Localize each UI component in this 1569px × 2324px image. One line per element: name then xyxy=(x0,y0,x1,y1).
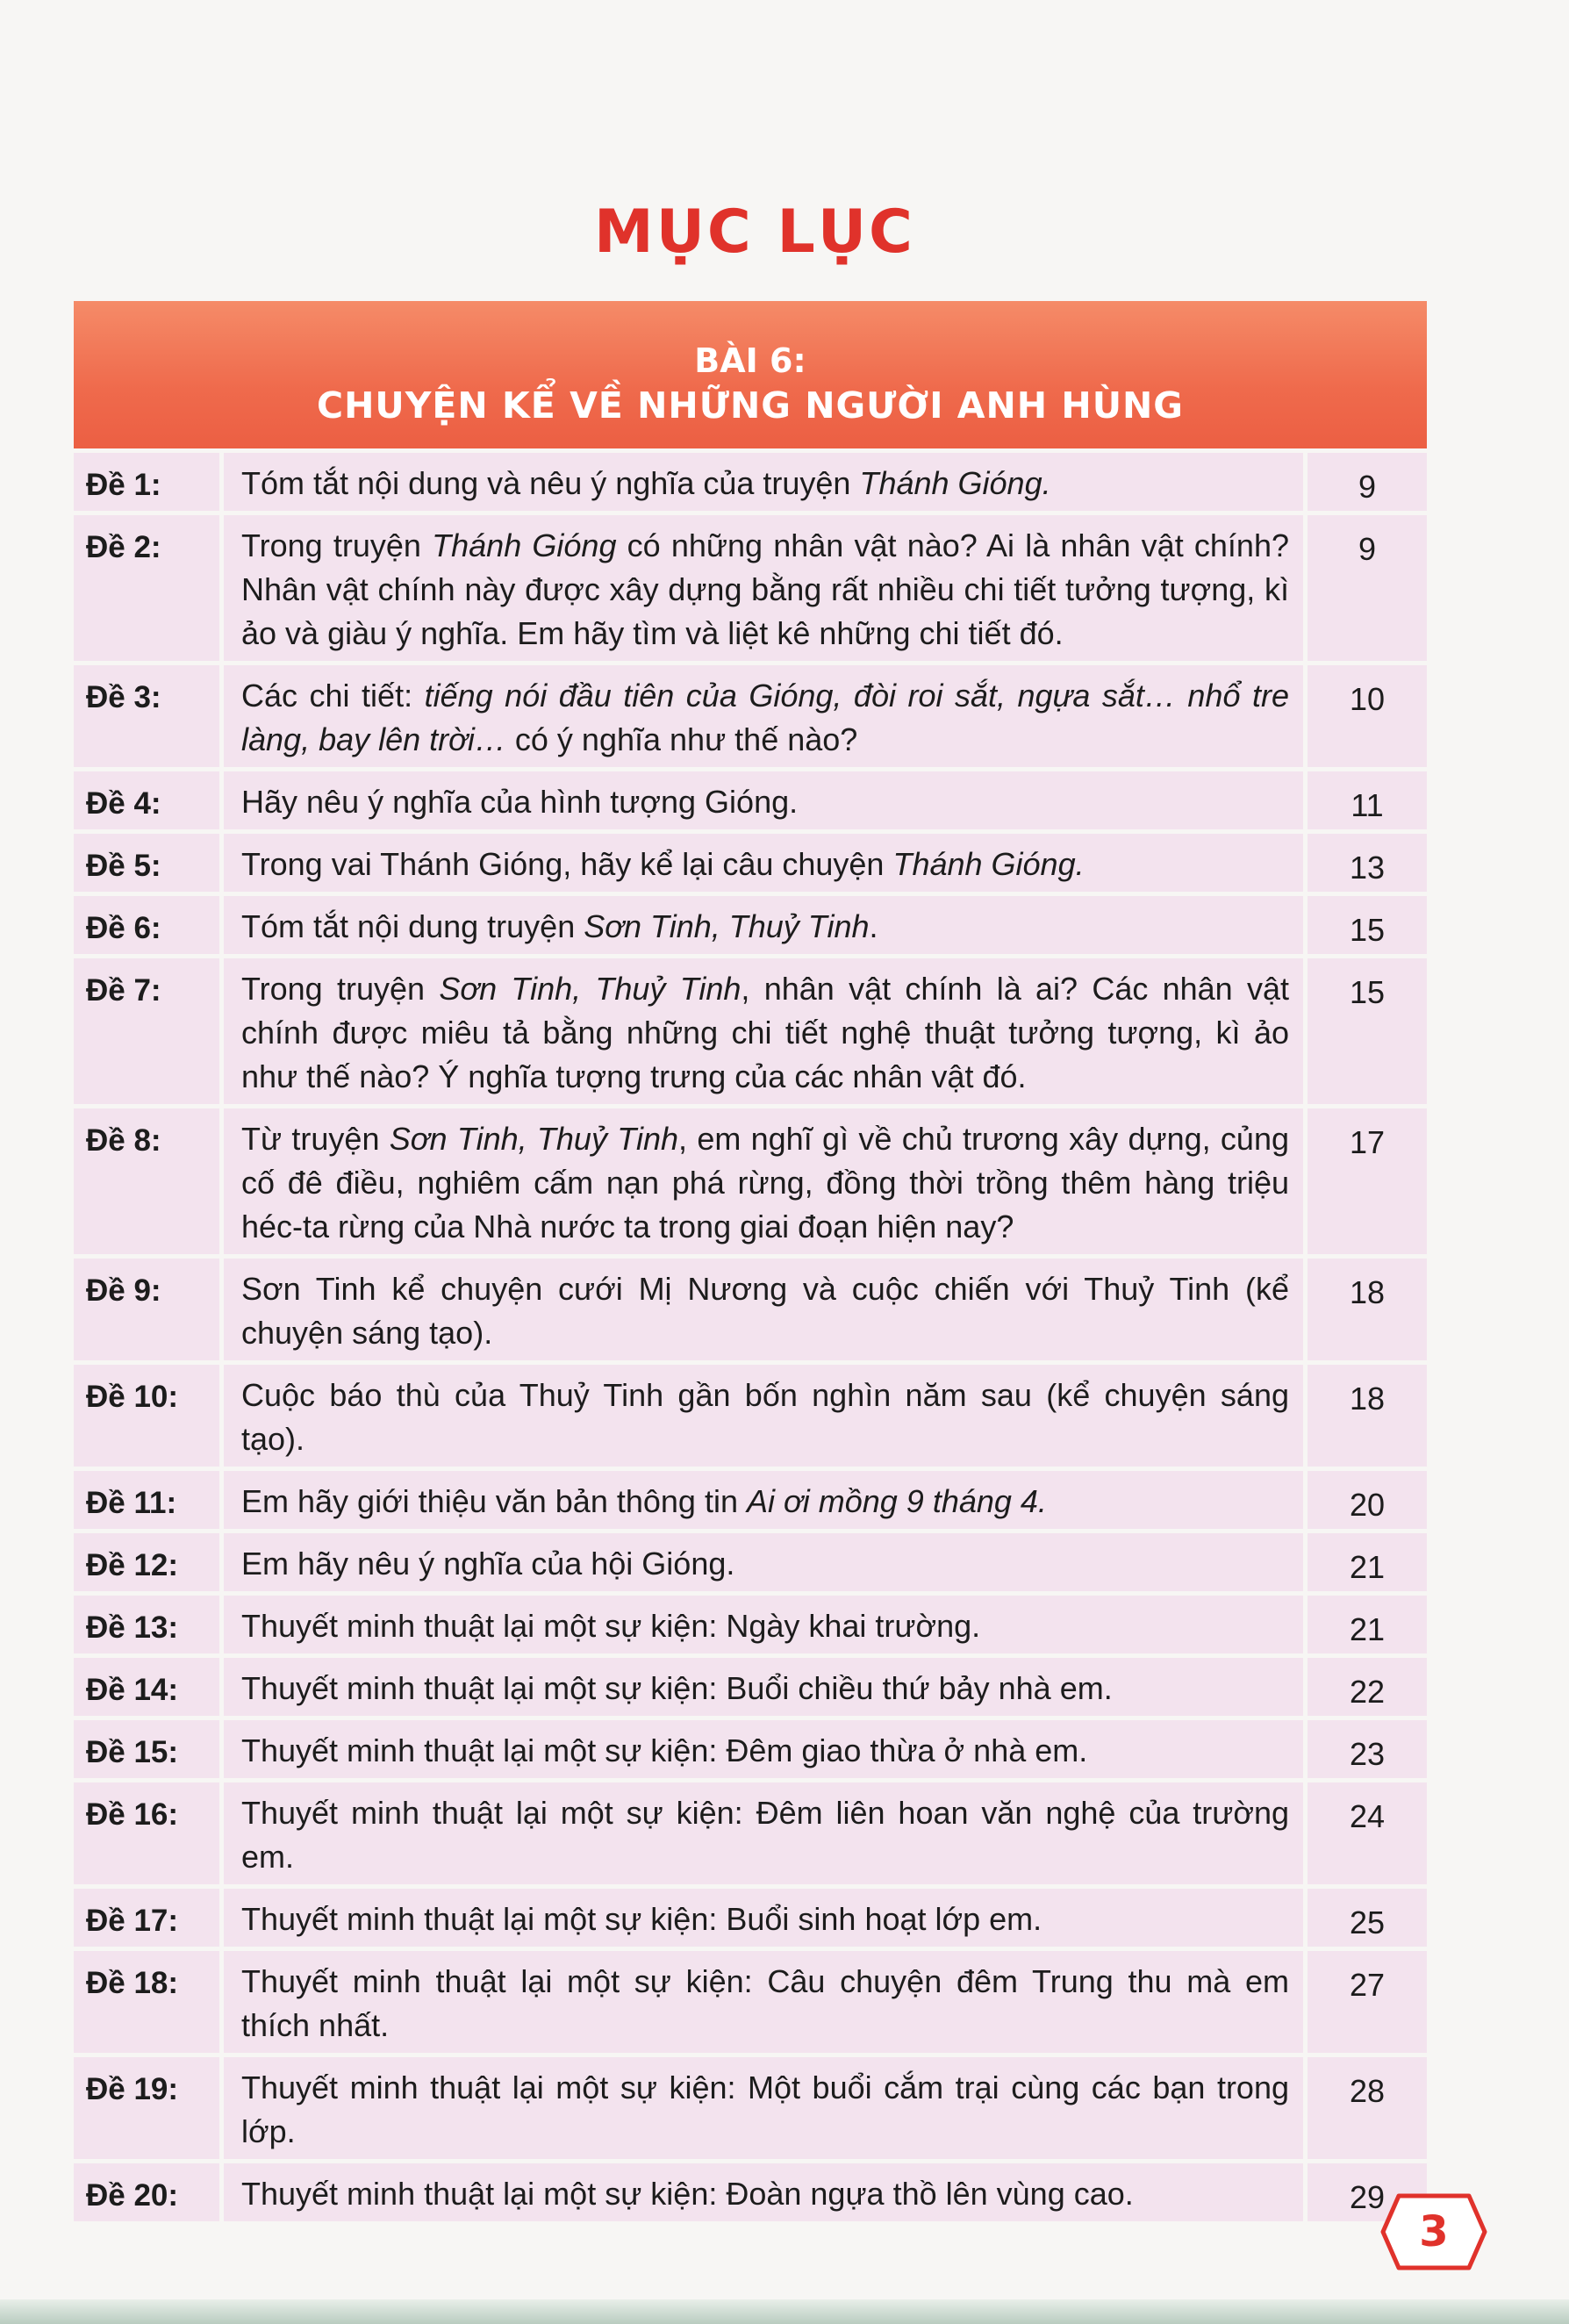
entry-page-number: 13 xyxy=(1308,834,1427,892)
entry-page-number: 9 xyxy=(1308,453,1427,511)
entry-label: Đề 1: xyxy=(74,453,219,511)
entry-text-part: Thuyết minh thuật lại một sự kiện: Đêm giao thừa ở nhà em. xyxy=(241,1732,1088,1768)
entry-text xyxy=(224,958,1303,1104)
entry-page-number: 10 xyxy=(1308,665,1427,767)
entry-text-part: có những nhân vật nào? Ai là nhân vật chính? Nhân vật chính này được xây dựng bằng rất nhiều chi tiết tưởng tượng, kì ảo và giàu ý nghĩa. Em hãy tìm và liệt kê những chi tiết đó. xyxy=(241,527,1289,651)
entry-text-part: Trong vai Thánh Gióng, hãy kể lại câu chuyện xyxy=(241,846,893,882)
entry-text-part: Thuyết minh thuật lại một sự kiện: Ngày khai trường. xyxy=(241,1608,981,1644)
entry-text-part: Thuyết minh thuật lại một sự kiện: Đoàn ngựa thồ lên vùng cao. xyxy=(241,2176,1134,2212)
entry-label: Đề 18: xyxy=(74,1951,219,2053)
toc-entry xyxy=(74,1951,1427,2053)
lesson-name: CHUYỆN KỂ VỀ NHỮNG NGƯỜI ANH HÙNG xyxy=(317,384,1184,427)
toc-entry xyxy=(74,771,1427,829)
entry-text xyxy=(224,2163,1303,2221)
entry-label: Đề 12: xyxy=(74,1533,219,1591)
entry-label: Đề 11: xyxy=(74,1471,219,1529)
entry-page-number: 15 xyxy=(1308,958,1427,1104)
entry-text xyxy=(224,1471,1303,1529)
entry-page-number: 24 xyxy=(1308,1782,1427,1884)
entry-page-number: 20 xyxy=(1308,1471,1427,1529)
entry-text xyxy=(224,515,1303,661)
entry-page-number: 18 xyxy=(1308,1365,1427,1467)
entry-label: Đề 15: xyxy=(74,1720,219,1778)
entry-page-number: 18 xyxy=(1308,1259,1427,1360)
toc-entry xyxy=(74,1259,1427,1360)
entry-page-number: 21 xyxy=(1308,1596,1427,1653)
entry-label: Đề 4: xyxy=(74,771,219,829)
toc-entry xyxy=(74,1596,1427,1653)
toc-entry xyxy=(74,665,1427,767)
entry-text xyxy=(224,1259,1303,1360)
entry-text-italic: Sơn Tinh, Thuỷ Tinh xyxy=(439,971,742,1007)
entry-label: Đề 3: xyxy=(74,665,219,767)
page-number-badge xyxy=(1379,2192,1488,2271)
entry-text-italic: Thánh Gióng. xyxy=(892,846,1085,882)
entry-text-part: . xyxy=(869,908,878,944)
entry-label: Đề 6: xyxy=(74,896,219,954)
toc-entry xyxy=(74,1533,1427,1591)
entry-label: Đề 19: xyxy=(74,2057,219,2159)
entry-text-part: Thuyết minh thuật lại một sự kiện: Một buổi cắm trại cùng các bạn trong lớp. xyxy=(241,2069,1289,2149)
entry-text-part: , nhân vật chính là ai? Các nhân vật chính được miêu tả bằng những chi tiết nghệ thuật tưởng tượng, kì ảo như thế nào? Ý nghĩa tượng trưng của các nhân vật đó. xyxy=(241,971,1290,1094)
entry-label: Đề 8: xyxy=(74,1108,219,1254)
entry-text xyxy=(224,834,1303,892)
entry-page-number: 29 xyxy=(1308,2163,1427,2221)
lesson-header xyxy=(74,301,1427,448)
entry-label: Đề 10: xyxy=(74,1365,219,1467)
entry-label: Đề 16: xyxy=(74,1782,219,1884)
entry-text-part: Thuyết minh thuật lại một sự kiện: Buổi chiều thứ bảy nhà em. xyxy=(241,1670,1113,1706)
entry-page-number: 27 xyxy=(1308,1951,1427,2053)
toc-entry xyxy=(74,834,1427,892)
entry-page-number: 15 xyxy=(1308,896,1427,954)
entry-text-italic: Ai ơi mồng 9 tháng 4. xyxy=(746,1483,1047,1519)
entry-text-part: Từ truyện xyxy=(241,1121,390,1157)
entry-label: Đề 13: xyxy=(74,1596,219,1653)
toc-entry xyxy=(74,896,1427,954)
entry-text xyxy=(224,453,1303,511)
entry-page-number: 11 xyxy=(1308,771,1427,829)
entry-text xyxy=(224,1533,1303,1591)
entry-label: Đề 14: xyxy=(74,1658,219,1716)
toc-entry xyxy=(74,1889,1427,1947)
entry-text xyxy=(224,896,1303,954)
entry-page-number: 28 xyxy=(1308,2057,1427,2159)
toc-entry xyxy=(74,1782,1427,1884)
entry-label: Đề 20: xyxy=(74,2163,219,2221)
entry-page-number: 22 xyxy=(1308,1658,1427,1716)
entry-label: Đề 7: xyxy=(74,958,219,1104)
entry-text-italic: tiếng nói đầu tiên của Gióng, đòi roi sắt, ngựa sắt… nhổ tre làng, bay lên trời… xyxy=(241,678,1289,757)
entry-text xyxy=(224,1782,1303,1884)
entry-text xyxy=(224,2057,1303,2159)
page-title: MỤC LỤC xyxy=(594,197,915,267)
entry-page-number: 23 xyxy=(1308,1720,1427,1778)
entry-text-italic: Sơn Tinh, Thuỷ Tinh xyxy=(389,1121,678,1157)
entry-text xyxy=(224,1889,1303,1947)
entry-text xyxy=(224,1365,1303,1467)
toc-entry xyxy=(74,1720,1427,1778)
entry-text xyxy=(224,1658,1303,1716)
entry-text-part: , em nghĩ gì về chủ trương xây dựng, củng cố đê điều, nghiêm cấm nạn phá rừng, đồng thời trồng thêm hàng triệu héc-ta rừng của Nhà nước ta trong giai đoạn hiện nay? xyxy=(241,1121,1289,1244)
entry-page-number: 9 xyxy=(1308,515,1427,661)
lesson-label: BÀI 6: xyxy=(694,341,806,380)
entry-text xyxy=(224,1596,1303,1653)
entry-page-number: 21 xyxy=(1308,1533,1427,1591)
toc-entry xyxy=(74,1658,1427,1716)
entry-text-part: Tóm tắt nội dung và nêu ý nghĩa của truyện xyxy=(241,465,860,501)
toc-entry xyxy=(74,1108,1427,1254)
entry-text-part: Trong truyện xyxy=(241,971,440,1007)
toc-rows xyxy=(74,448,1427,2221)
entry-text xyxy=(224,1720,1303,1778)
entry-text-part: Hãy nêu ý nghĩa của hình tượng Gióng. xyxy=(241,784,799,820)
page-number: 3 xyxy=(1419,2207,1449,2256)
entry-page-number: 25 xyxy=(1308,1889,1427,1947)
entry-label: Đề 5: xyxy=(74,834,219,892)
toc-entry xyxy=(74,958,1427,1104)
entry-text-part: Các chi tiết: xyxy=(241,678,425,714)
entry-page-number: 17 xyxy=(1308,1108,1427,1254)
toc-entry xyxy=(74,453,1427,511)
entry-text-italic: Thánh Gióng xyxy=(432,527,617,563)
entry-text xyxy=(224,1108,1303,1254)
entry-label: Đề 17: xyxy=(74,1889,219,1947)
entry-text-part: có ý nghĩa như thế nào? xyxy=(505,721,858,757)
entry-text-part: Em hãy giới thiệu văn bản thông tin xyxy=(241,1483,747,1519)
toc-entry xyxy=(74,2057,1427,2159)
entry-text-part: Cuộc báo thù của Thuỷ Tinh gần bốn nghìn năm sau (kể chuyện sáng tạo). xyxy=(241,1377,1289,1457)
entry-text xyxy=(224,1951,1303,2053)
entry-text xyxy=(224,771,1303,829)
toc-entry xyxy=(74,1365,1427,1467)
entry-label: Đề 2: xyxy=(74,515,219,661)
entry-label: Đề 9: xyxy=(74,1259,219,1360)
page-bottom-edge xyxy=(0,2299,1569,2324)
entry-text-italic: Sơn Tinh, Thuỷ Tinh xyxy=(584,908,870,944)
toc-entry xyxy=(74,1471,1427,1529)
toc-entry xyxy=(74,2163,1427,2221)
entry-text-part: Em hãy nêu ý nghĩa của hội Gióng. xyxy=(241,1546,735,1582)
toc-entry xyxy=(74,515,1427,661)
entry-text-part: Thuyết minh thuật lại một sự kiện: Câu chuyện đêm Trung thu mà em thích nhất. xyxy=(241,1963,1289,2043)
entry-text-part: Thuyết minh thuật lại một sự kiện: Đêm liên hoan văn nghệ của trường em. xyxy=(241,1795,1289,1875)
entry-text-part: Sơn Tinh kể chuyện cưới Mị Nương và cuộc chiến với Thuỷ Tinh (kể chuyện sáng tạo). xyxy=(241,1271,1289,1351)
entry-text-part: Tóm tắt nội dung truyện xyxy=(241,908,584,944)
entry-text-part: Thuyết minh thuật lại một sự kiện: Buổi sinh hoạt lớp em. xyxy=(241,1901,1042,1937)
entry-text-italic: Thánh Gióng. xyxy=(859,465,1051,501)
entry-text-part: Trong truyện xyxy=(241,527,433,563)
table-of-contents xyxy=(74,301,1427,2221)
entry-text xyxy=(224,665,1303,767)
